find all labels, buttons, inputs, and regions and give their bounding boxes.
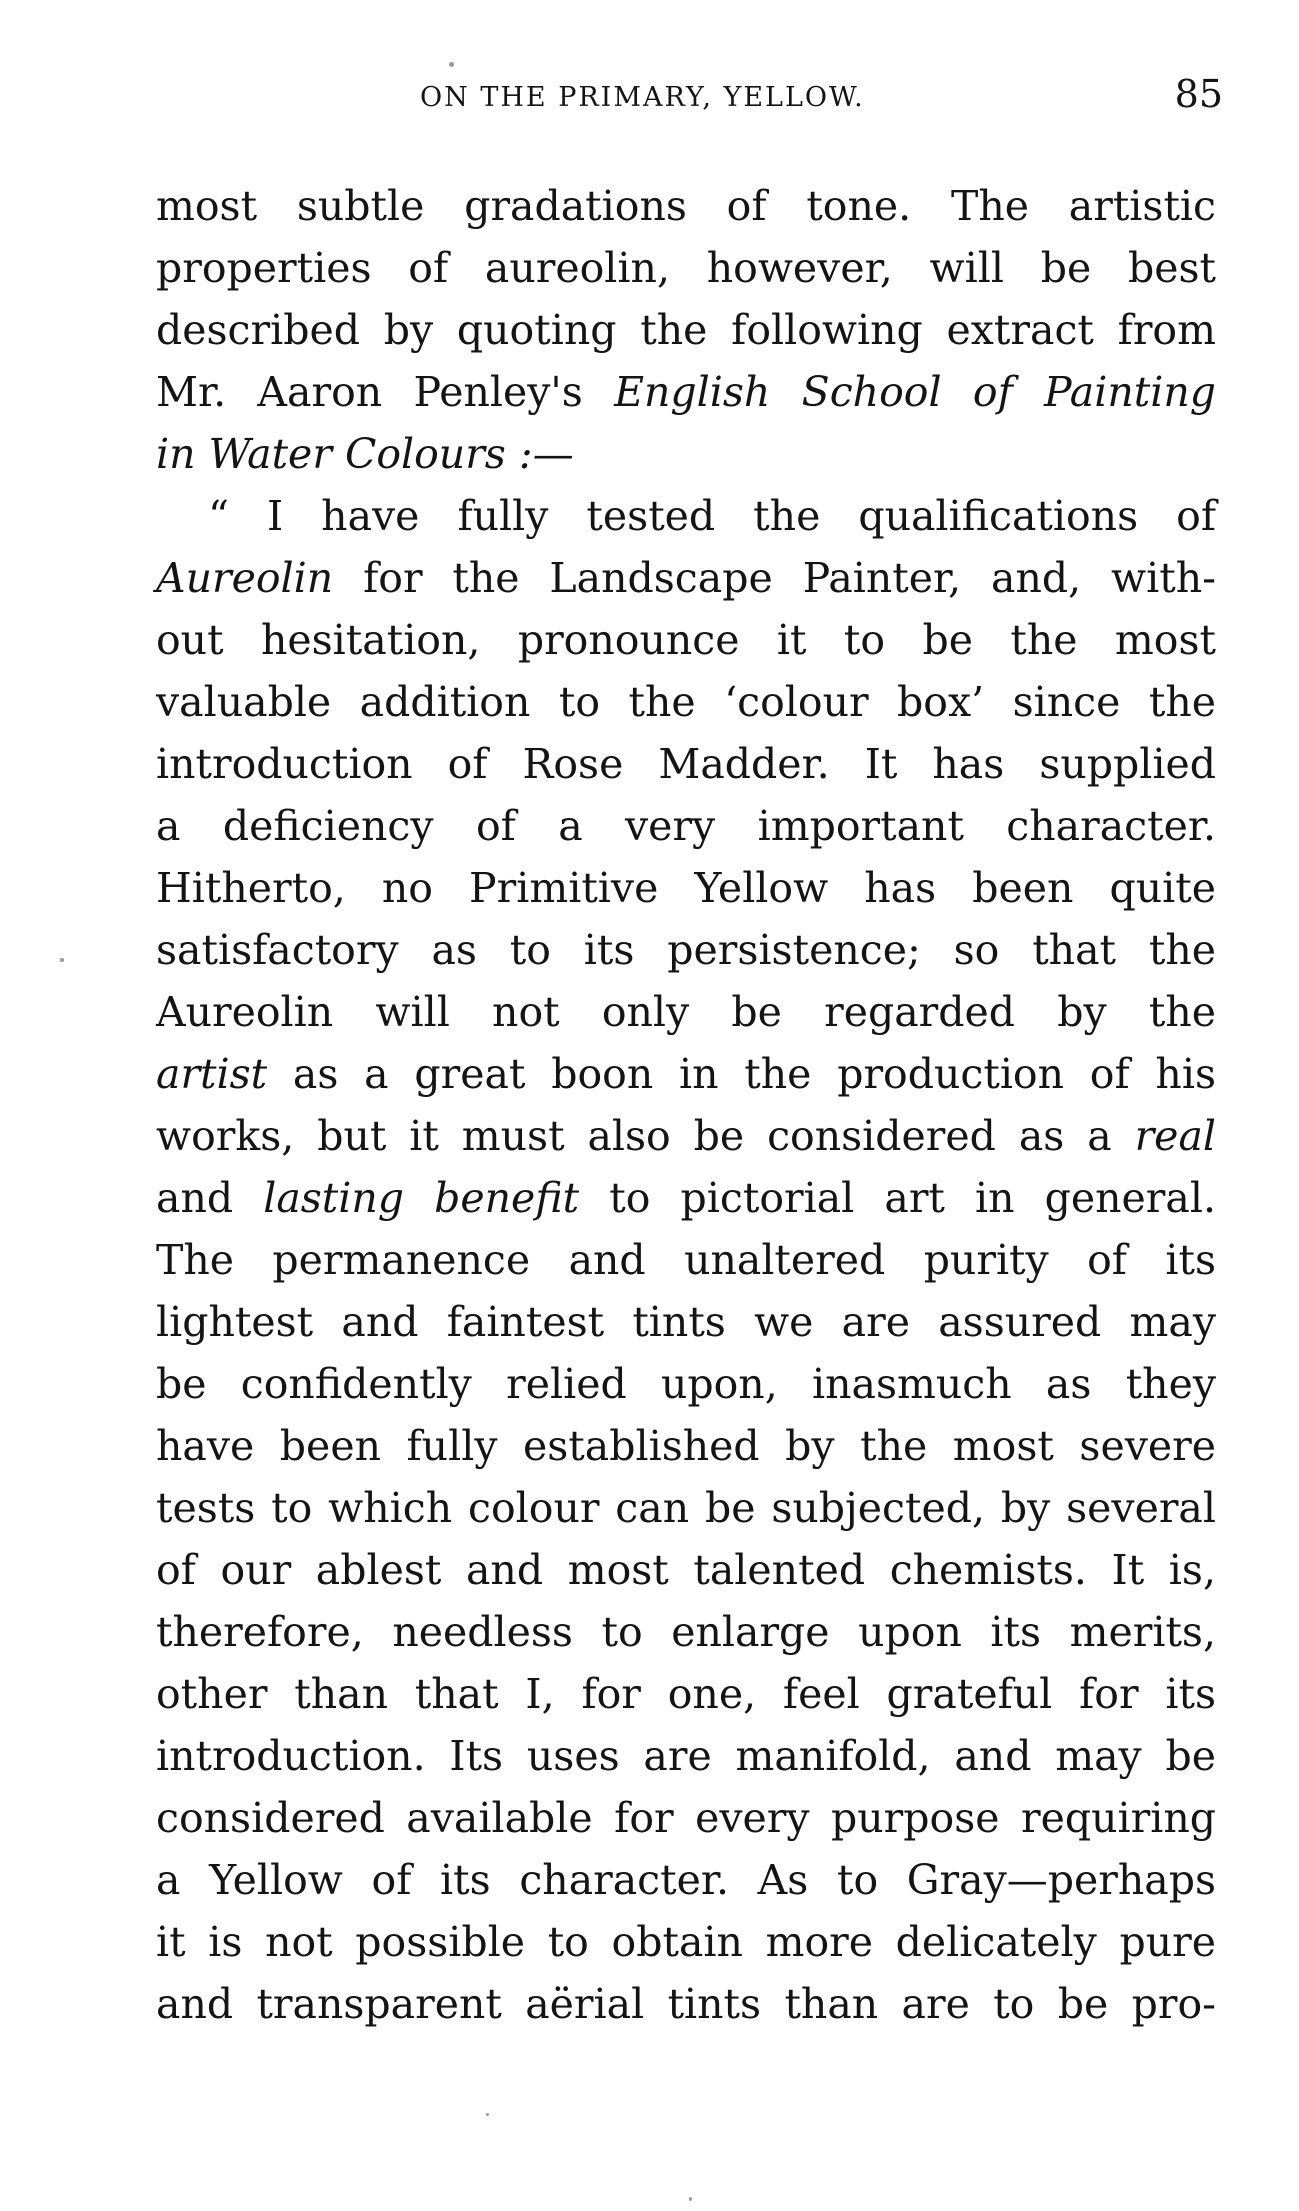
text-line: a Yellow of its character. As to Gray—perhaps <box>156 1856 1216 1904</box>
text-line: lightest and faintest tints we are assured may <box>156 1298 1216 1346</box>
text-line: described by quoting the following extract from <box>156 306 1216 354</box>
ink-speck <box>689 2197 692 2201</box>
book-title-italic: English School of Painting <box>614 368 1216 416</box>
text-line: of our ablest and most talented chemists. It is, <box>156 1546 1216 1594</box>
page-number: 85 <box>1174 72 1223 116</box>
text-line: it is not possible to obtain more delicately pure <box>156 1918 1216 1966</box>
text-line: Aureolin for the Landscape Painter, and, with- <box>156 554 1216 602</box>
text-line: works, but it must also be considered as a real <box>156 1112 1216 1160</box>
text-line: and lasting benefit to pictorial art in general. <box>156 1174 1216 1222</box>
text-line: artist as a great boon in the production of his <box>156 1050 1216 1098</box>
text-line: have been fully established by the most severe <box>156 1422 1216 1470</box>
running-title: ON THE PRIMARY, YELLOW. <box>420 82 865 113</box>
text-line: most subtle gradations of tone. The artistic <box>156 182 1216 230</box>
text-line: and transparent aërial tints than are to be pro- <box>156 1980 1216 2028</box>
text-line: a deficiency of a very important character. <box>156 802 1216 850</box>
text-line: considered available for every purpose requiring <box>156 1794 1216 1842</box>
text-line: therefore, needless to enlarge upon its merits, <box>156 1608 1216 1656</box>
text-line: other than that I, for one, feel grateful for its <box>156 1670 1216 1718</box>
text-line: The permanence and unaltered purity of its <box>156 1236 1216 1284</box>
ink-speck <box>449 62 454 67</box>
quote-opening-line: “ I have fully tested the qualifications of <box>208 492 1216 540</box>
ink-speck <box>60 958 64 962</box>
text-line: Aureolin will not only be regarded by the <box>156 988 1216 1036</box>
text-line: properties of aureolin, however, will be best <box>156 244 1216 292</box>
text-line: in Water Colours :— <box>156 430 574 478</box>
text-line: be confidently relied upon, inasmuch as they <box>156 1360 1216 1408</box>
text-line: out hesitation, pronounce it to be the most <box>156 616 1216 664</box>
text-line: Hitherto, no Primitive Yellow has been quite <box>156 864 1216 912</box>
text-line: introduction of Rose Madder. It has supplied <box>156 740 1216 788</box>
text-line: valuable addition to the ‘colour box’ since the <box>156 678 1216 726</box>
text-line: introduction. Its uses are manifold, and may be <box>156 1732 1216 1780</box>
text-line: Mr. Aaron Penley's English School of Painting <box>156 368 1216 416</box>
text-line: tests to which colour can be subjected, by several <box>156 1484 1216 1532</box>
ink-speck <box>486 2113 489 2116</box>
text-line: satisfactory as to its persistence; so that the <box>156 926 1216 974</box>
